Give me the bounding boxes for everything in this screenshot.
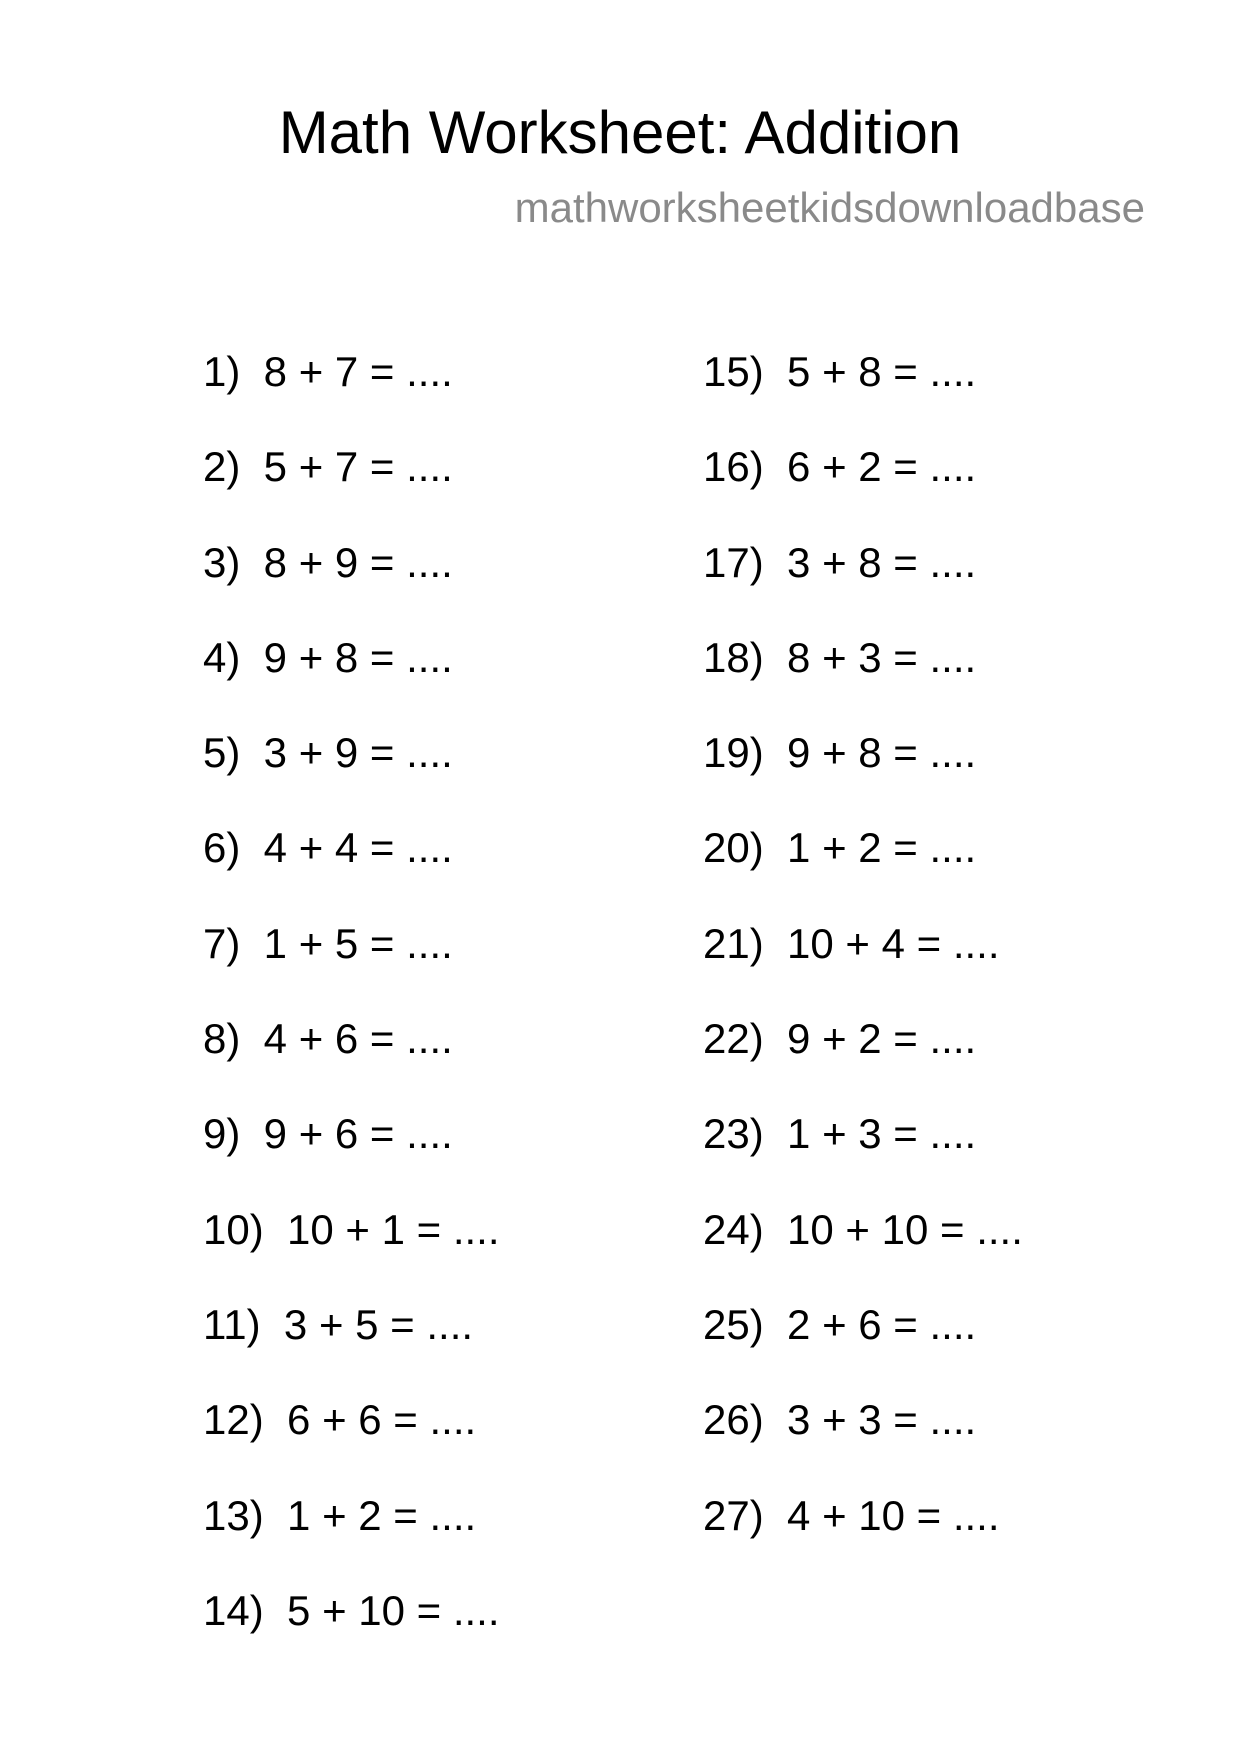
problem-item: 8) 4 + 6 = .... bbox=[203, 1015, 453, 1063]
problem-item: 20) 1 + 2 = .... bbox=[703, 824, 977, 872]
problem-list-left bbox=[203, 347, 500, 1681]
worksheet-source-text: mathworksheetkidsdownloadbase bbox=[514, 184, 1145, 231]
problem-item: 21) 10 + 4 = .... bbox=[703, 919, 1000, 967]
problem-item: 22) 9 + 2 = .... bbox=[703, 1015, 977, 1063]
problem-item: 11) 3 + 5 = .... bbox=[203, 1300, 474, 1348]
problem-item: 27) 4 + 10 = .... bbox=[703, 1491, 1000, 1539]
problem-item: 1) 8 + 7 = .... bbox=[203, 348, 453, 395]
problem-item: 16) 6 + 2 = .... bbox=[703, 443, 977, 491]
problem-item: 9) 9 + 6 = .... bbox=[203, 1110, 453, 1158]
problem-item: 14) 5 + 10 = .... bbox=[203, 1586, 500, 1634]
problem-item: 17) 3 + 8 = .... bbox=[703, 538, 977, 586]
problem-item: 4) 9 + 8 = .... bbox=[203, 633, 453, 681]
problem-item: 24) 10 + 10 = .... bbox=[703, 1205, 1023, 1253]
problem-item: 18) 8 + 3 = .... bbox=[703, 633, 977, 681]
problem-item: 7) 1 + 5 = .... bbox=[203, 919, 453, 967]
problem-item: 6) 4 + 4 = .... bbox=[203, 824, 453, 872]
problem-item: 13) 1 + 2 = .... bbox=[203, 1491, 477, 1539]
problem-item: 23) 1 + 3 = .... bbox=[703, 1110, 977, 1158]
problem-item: 2) 5 + 7 = .... bbox=[203, 443, 453, 491]
problem-item: 5) 3 + 9 = .... bbox=[203, 729, 453, 777]
worksheet-title: Math Worksheet: Addition bbox=[278, 99, 962, 166]
problem-item: 19) 9 + 8 = .... bbox=[703, 729, 977, 777]
problem-item: 15) 5 + 8 = .... bbox=[703, 348, 977, 395]
problem-item: 25) 2 + 6 = .... bbox=[703, 1300, 977, 1348]
problem-list-right bbox=[703, 347, 1023, 1586]
problem-item: 12) 6 + 6 = .... bbox=[203, 1396, 477, 1444]
problem-item: 3) 8 + 9 = .... bbox=[203, 538, 453, 586]
problem-item: 26) 3 + 3 = .... bbox=[703, 1396, 977, 1444]
problem-item: 10) 10 + 1 = .... bbox=[203, 1205, 500, 1253]
